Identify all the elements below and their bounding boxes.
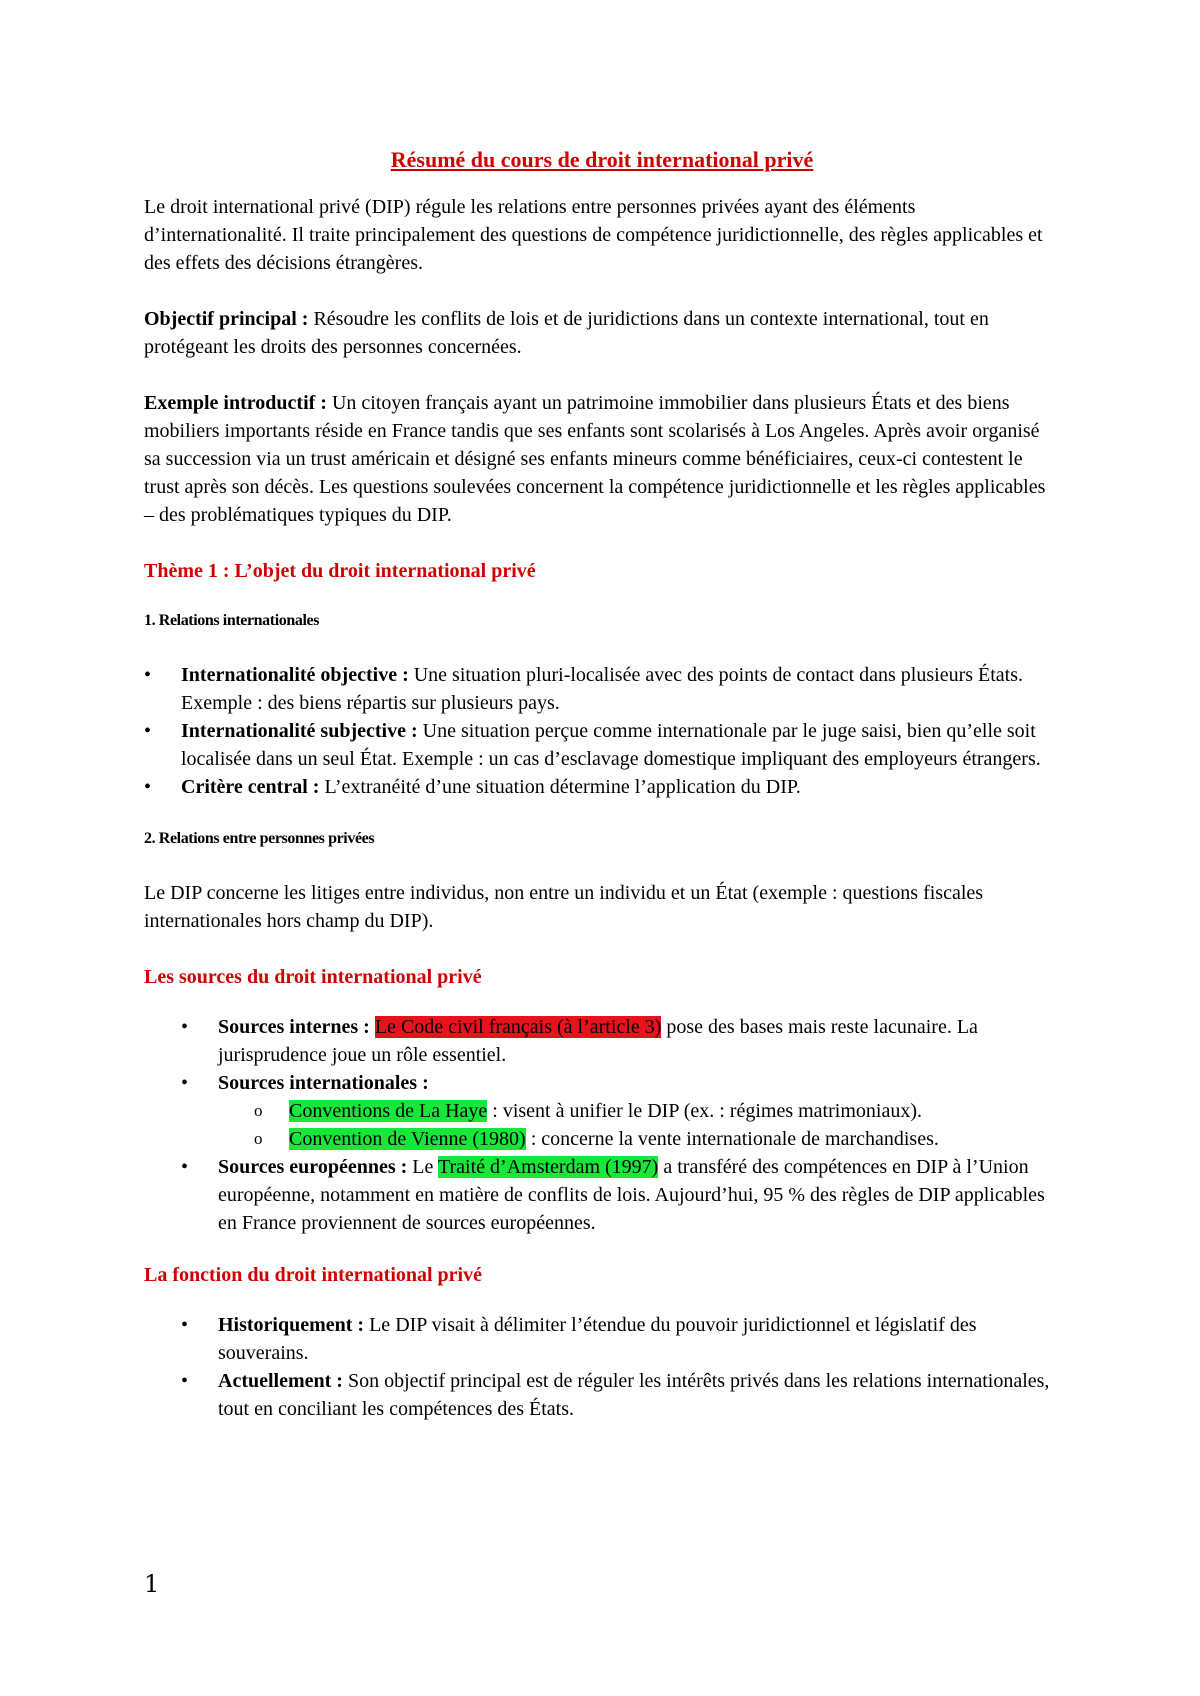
fonction-heading: La fonction du droit international privé <box>144 1264 482 1286</box>
exemple-label: Exemple introductif : <box>144 392 327 414</box>
bullet-label: Sources européennes : <box>218 1156 408 1178</box>
fonction-bullet-list <box>181 1311 1060 1423</box>
list-item <box>181 1013 1060 1069</box>
bullet-label: Internationalité subjective : <box>181 720 418 742</box>
exemple-paragraph <box>144 389 1060 529</box>
bullet-label: Historiquement : <box>218 1314 365 1336</box>
sources-bullet-list <box>181 1013 1060 1237</box>
list-item <box>144 661 1060 717</box>
sources-heading: Les sources du droit international privé <box>144 966 482 988</box>
list-item <box>181 1311 1060 1367</box>
bullet-label: Sources internationales : <box>218 1072 429 1094</box>
bullet-text: pose des bases mais reste lacunaire. La jurisprudence joue un rôle essentiel. <box>218 1016 978 1066</box>
highlight-amsterdam: Traité d’Amsterdam (1997) <box>438 1156 659 1178</box>
objectif-paragraph <box>144 305 1060 361</box>
theme1-bullet-list <box>144 661 1060 801</box>
list-item <box>181 1367 1060 1423</box>
highlight-vienne: Convention de Vienne (1980) <box>289 1128 526 1150</box>
list-item <box>144 773 1060 801</box>
bullet-text: Une situation pluri-localisée avec des points de contact dans plusieurs États. Exemple : des biens répartis sur plusieurs pays. <box>181 664 1024 714</box>
bullet-text: a transféré des compétences en DIP à l’Union européenne, notamment en matière de conflits de lois. Aujourd’hui, 95 % des règles de DIP applicables en France proviennent de sources européennes. <box>218 1156 1045 1234</box>
bullet-text: Son objectif principal est de réguler les intérêts privés dans les relations internationales, tout en conciliant les compétences des États. <box>218 1370 1050 1420</box>
theme1-subheading-1: 1. Relations internationales <box>144 612 320 629</box>
bullet-text: Une situation perçue comme internationale par le juge saisi, bien qu’elle soit localisée dans un seul État. Exemple : un cas d’esclavage domestique impliquant des employeurs étrangers. <box>181 720 1041 770</box>
theme1-subheading-2: 2. Relations entre personnes privées <box>144 830 375 847</box>
theme1-heading: Thème 1 : L’objet du droit international privé <box>144 560 536 582</box>
theme1-sub2-paragraph: Le DIP concerne les litiges entre individus, non entre un individu et un État (exemple : questions fiscales internationales hors champ du DIP). <box>144 882 984 932</box>
sub-list-item <box>252 1097 1060 1125</box>
intro-paragraph: Le droit international privé (DIP) régule les relations entre personnes privées ayant des éléments d’internationalité. Il traite principalement des questions de compétence juridictionnelle, des règles applicables et des effets des décisions étrangères. <box>144 196 1043 274</box>
page-number: 1 <box>144 1570 160 1598</box>
highlight-code-civil: Le Code civil français (à l’article 3) <box>374 1016 662 1038</box>
bullet-label: Actuellement : <box>218 1370 343 1392</box>
bullet-label: Sources internes : <box>218 1016 370 1038</box>
exemple-text: Un citoyen français ayant un patrimoine immobilier dans plusieurs États et des biens mobiliers importants réside en France tandis que ses enfants sont scolarisés à Los Angeles. Après avoir organisé sa succession via un trust américain et désigné ses enfants mineurs comme bénéficiaires, ceux-ci contestent le trust après son décès. Les questions soulevées concernent la compétence juridictionnelle et les règles applicables – des problématiques typiques du DIP. <box>144 392 1046 526</box>
bullet-pre: Le <box>407 1156 438 1178</box>
bullet-text: L’extranéité d’une situation détermine l’application du DIP. <box>319 776 801 798</box>
bullet-text: Le DIP visait à délimiter l’étendue du pouvoir juridictionnel et législatif des souverains. <box>218 1314 977 1364</box>
list-item <box>181 1153 1060 1237</box>
list-item <box>144 717 1060 773</box>
highlight-la-haye: Conventions de La Haye <box>289 1100 488 1122</box>
document-title: Résumé du cours de droit international privé <box>390 147 814 172</box>
bullet-label: Critère central : <box>181 776 320 798</box>
objectif-text: Résoudre les conflits de lois et de juridictions dans un contexte international, tout en protégeant les droits des personnes concernées. <box>144 308 989 358</box>
sub-list-item <box>252 1125 1060 1153</box>
sub-bullet-text: : concerne la vente internationale de marchandises. <box>525 1128 939 1150</box>
bullet-label: Internationalité objective : <box>181 664 409 686</box>
list-item <box>181 1069 1060 1153</box>
sub-bullet-list <box>218 1097 1060 1153</box>
objectif-label: Objectif principal : <box>144 308 309 330</box>
sub-bullet-text: : visent à unifier le DIP (ex. : régimes matrimoniaux). <box>487 1100 922 1122</box>
